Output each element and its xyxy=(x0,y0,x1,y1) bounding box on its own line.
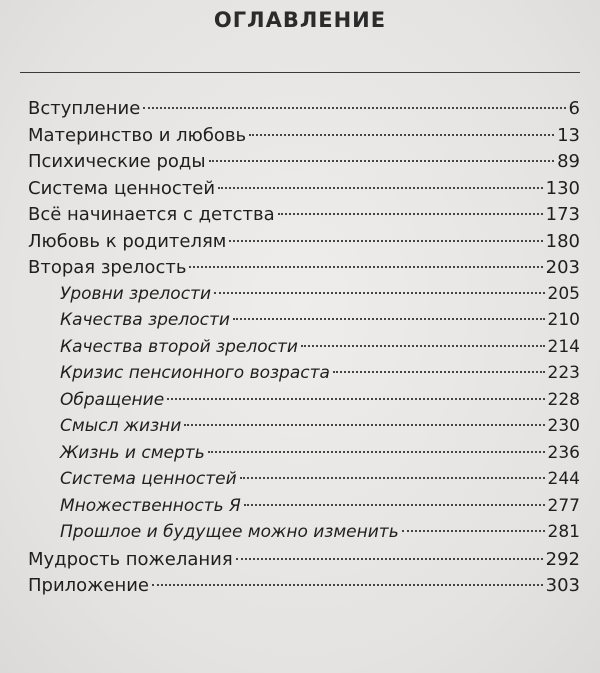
toc-page-number: 292 xyxy=(545,548,580,570)
dot-leader xyxy=(278,213,543,215)
toc-subentry xyxy=(28,469,580,496)
toc-page-number: 203 xyxy=(545,257,580,278)
toc-entry-label: Прошлое и будущее можно изменить xyxy=(60,522,399,542)
toc-page-number: 230 xyxy=(547,416,580,436)
toc-subentry xyxy=(28,284,580,311)
toc-page-number: 13 xyxy=(557,124,580,146)
dot-leader xyxy=(152,584,543,586)
dot-leader xyxy=(214,292,545,294)
toc-entry-label: Материнство и любовь xyxy=(28,124,247,146)
toc-page-number: 244 xyxy=(547,469,580,489)
title-divider xyxy=(20,72,580,73)
toc-page-number: 6 xyxy=(568,98,580,119)
dot-leader xyxy=(244,504,545,506)
toc-page-number: 89 xyxy=(557,151,580,172)
toc-page-number: 236 xyxy=(547,442,580,463)
toc-entry xyxy=(28,125,580,152)
dot-leader xyxy=(209,160,555,162)
toc-subentry xyxy=(28,416,580,443)
toc-entry-label: Уровни зрелости xyxy=(60,283,211,304)
toc-entry-label: Качества второй зрелости xyxy=(60,336,298,357)
dot-leader xyxy=(236,558,543,560)
toc-page-number: 214 xyxy=(547,336,580,357)
toc-entry-label: Вступление xyxy=(28,98,141,119)
toc-entry xyxy=(28,257,580,284)
toc-subentry xyxy=(28,443,580,470)
toc-entry xyxy=(28,178,580,205)
toc-entry-label: Психические роды xyxy=(28,151,206,172)
toc-entry-label: Вторая зрелость xyxy=(28,257,187,278)
dot-leader xyxy=(229,240,542,242)
toc-entry xyxy=(28,151,580,178)
toc-entry xyxy=(28,204,580,231)
toc-subentry xyxy=(28,337,580,364)
toc-entry-label: Система ценностей xyxy=(60,469,237,489)
toc-entry-label: Всё начинается с детства xyxy=(28,204,275,225)
dot-leader xyxy=(184,424,544,426)
dot-leader xyxy=(143,107,565,109)
dot-leader xyxy=(249,134,554,136)
toc-page-number: 277 xyxy=(547,495,580,516)
toc-entry-label: Смысл жизни xyxy=(60,416,182,436)
toc-page-number: 223 xyxy=(547,363,580,383)
toc-entry-label: Множественность Я xyxy=(60,495,241,516)
toc-page-number: 303 xyxy=(545,575,580,596)
toc-entry xyxy=(28,575,580,602)
dot-leader xyxy=(208,451,545,453)
table-of-contents xyxy=(28,98,580,602)
toc-page-number: 228 xyxy=(547,389,580,410)
dot-leader xyxy=(167,398,544,400)
dot-leader xyxy=(301,345,545,347)
toc-page-number: 205 xyxy=(547,283,580,304)
toc-entry-label: Кризис пенсионного возраста xyxy=(60,363,330,383)
toc-page-number: 130 xyxy=(545,177,580,199)
toc-entry-label: Мудрость пожелания xyxy=(28,548,233,570)
dot-leader xyxy=(333,371,545,373)
toc-entry-label: Обращение xyxy=(60,389,165,410)
dot-leader xyxy=(240,477,545,479)
toc-page-number: 173 xyxy=(545,204,580,225)
dot-leader xyxy=(218,187,543,189)
toc-entry xyxy=(28,98,580,125)
toc-subentry xyxy=(28,522,580,549)
toc-page-number: 180 xyxy=(545,230,580,252)
toc-entry-label: Любовь к родителям xyxy=(28,230,227,252)
dot-leader xyxy=(402,530,545,532)
toc-subentry xyxy=(28,390,580,417)
dot-leader xyxy=(189,266,542,268)
toc-subentry xyxy=(28,310,580,337)
toc-entry xyxy=(28,549,580,576)
toc-entry xyxy=(28,231,580,258)
dot-leader xyxy=(233,318,545,320)
toc-entry-label: Качества зрелости xyxy=(60,310,230,330)
toc-page-number: 210 xyxy=(547,310,580,330)
page-title: ОГЛАВЛЕНИЕ xyxy=(213,8,387,32)
toc-entry-label: Система ценностей xyxy=(28,177,216,199)
toc-entry-label: Приложение xyxy=(28,575,150,596)
toc-subentry xyxy=(28,363,580,390)
toc-subentry xyxy=(28,496,580,523)
toc-entry-label: Жизнь и смерть xyxy=(60,442,205,463)
toc-page-number: 281 xyxy=(547,522,580,542)
